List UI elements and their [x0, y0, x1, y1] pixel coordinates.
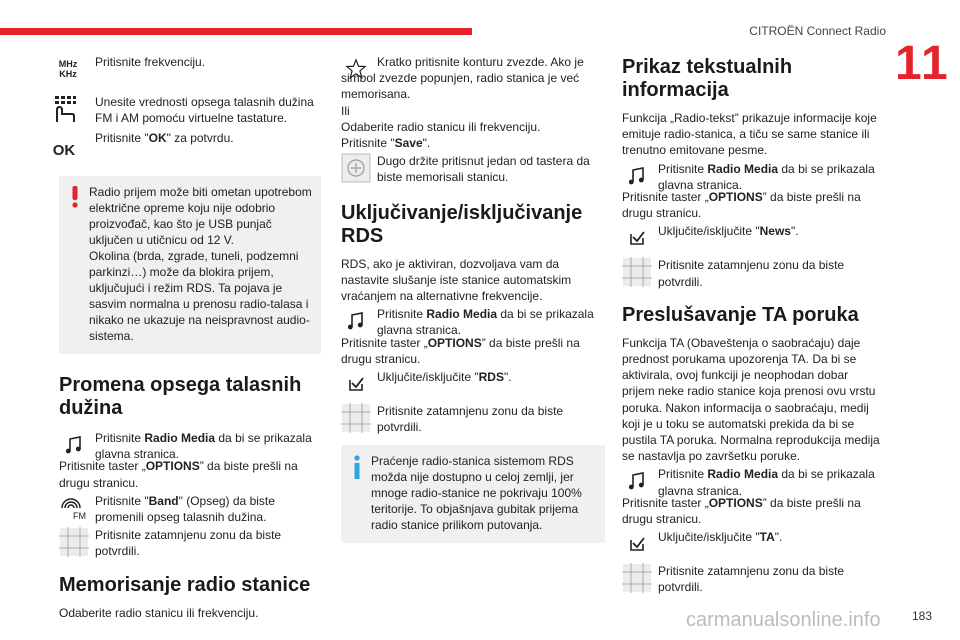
instruction-rds-toggle: [341, 369, 605, 401]
instruction-keypad: [59, 94, 321, 132]
text-ta-options: Pritisnite taster „OPTIONS” da biste prešli na drugu stranicu.: [622, 495, 861, 527]
music-note-icon: [341, 306, 371, 336]
text-keypad: Unesite vrednosti opsega talasnih dužina FM i AM pomoću virtuelne tastature.: [95, 95, 314, 126]
checkbox-icon: [622, 529, 652, 559]
info-text: Praćenje radio-stanica sistemom RDS možda nije dostupno u celoj zemlji, jer mnoge radio-stanice ne pokrivaju 100% teritorije. To objašnjava gubitak prijema radio stanice prilikom putovanja.: [371, 454, 582, 533]
column-2: [341, 52, 605, 543]
ok-icon: OK: [52, 141, 76, 159]
instruction-ta-toggle: [622, 529, 884, 561]
text-band: Pritisnite "Band" (Opseg) da biste promenili opseg talasnih dužina.: [95, 493, 275, 525]
star-outline-icon: [341, 54, 371, 84]
column-3: [622, 52, 884, 596]
column-1: [52, 52, 321, 621]
text-confirm-band: Pritisnite zatamnjenu zonu da biste potvrdili.: [95, 528, 282, 559]
heading-band-change: Promena opsega talasnih dužina: [59, 374, 302, 419]
text-rds-intro: RDS, ako je aktiviran, dozvoljava vam da nastavite slušanje iste stanice automatskim vraćanjem na alternativne frekvencije.: [341, 256, 572, 304]
instruction-text-confirm: [622, 257, 884, 289]
heading-memorize: Memorisanje radio stanice: [59, 573, 311, 596]
text-select: Odaberite radio stanicu ili frekvenciju.: [341, 119, 541, 134]
fm-label: FM: [73, 510, 86, 520]
instruction-ok: [52, 130, 321, 162]
text-text-options: Pritisnite taster „OPTIONS” da biste prešli na drugu stranicu.: [622, 190, 861, 221]
heading-rds: Uključivanje/isključivanje RDS: [341, 201, 583, 247]
mhz-khz-icon: MHz KHz: [58, 59, 78, 79]
shaded-zone-icon: [622, 563, 652, 593]
text-text-confirm: Pritisnite zatamnjenu zonu da biste potvrdili.: [658, 258, 845, 289]
heading-ta: Preslušavanje TA poruka: [622, 303, 859, 326]
instruction-ta-confirm: [622, 563, 884, 595]
warning-text: Radio prijem može biti ometan upotrebom električne opreme koju nije odobrio proizvođač, kao što je USB punjač uključen u utičnicu od 12 V. Okolina (brda, zgrade, tuneli, podzemni parkinzi…) može da blokira prijem, uključujući i režim RDS. Ta pojava je sasvim normalna u prenosu radio-talasa i nikako ne ukazuje na neispravnost audio-sistema.: [89, 185, 312, 343]
text-frequency: Pritisnite frekvenciju.: [95, 55, 206, 69]
instruction-star: [341, 54, 605, 103]
shaded-zone-icon: [341, 403, 371, 433]
heading-text-info: Prikaz tekstualnih informacija: [622, 56, 793, 101]
instruction-band: [59, 493, 321, 525]
warning-icon: [71, 186, 79, 212]
text-ta-toggle: Uključite/isključite "TA".: [658, 530, 783, 545]
text-news-toggle: Uključite/isključite "News".: [658, 224, 799, 239]
text-options: Pritisnite taster „OPTIONS” da biste prešli na drugu stranicu.: [59, 459, 298, 490]
fm-antenna-icon: [59, 493, 89, 523]
text-ta-confirm: Pritisnite zatamnjenu zonu da biste potvrdili.: [658, 564, 845, 595]
text-rds-options: Pritisnite taster „OPTIONS” da biste prešli na drugu stranicu.: [341, 335, 580, 366]
watermark: carmanualsonline.info: [686, 609, 881, 631]
instruction-rds-confirm: [341, 403, 605, 435]
chapter-number: 11: [895, 37, 950, 90]
text-ili: Ili: [341, 103, 350, 118]
instruction-ta-radio-media: [622, 466, 884, 498]
text-select-station: Odaberite radio stanicu ili frekvenciju.: [59, 605, 259, 620]
checkbox-icon: [622, 223, 652, 253]
checkbox-icon: [341, 369, 371, 399]
text-ok: Pritisnite "OK" za potvrdu.: [95, 131, 234, 145]
music-note-icon: [622, 466, 652, 496]
keypad-hand-icon: [49, 94, 79, 124]
add-preset-icon: [341, 153, 371, 183]
text-hold: Dugo držite pritisnut jedan od tastera da biste memorisali stanicu.: [377, 154, 590, 185]
info-icon: [353, 455, 361, 483]
shaded-zone-icon: [622, 257, 652, 287]
shaded-zone-icon: [59, 527, 89, 557]
text-ta-intro: Funkcija TA (Obaveštenja o saobraćaju) daje prednost porukama upozorenja TA. Da bi se aktivirala, ovoj funkciji je neophodan dobar prijem neke radio stanice koja prenosi ovu vrstu poruka. Nakon informacija o saobraćaju, medij koji je u toku se automatski prekida da bi se pustila TA poruka. Normalna reprodukcija medija se nastavlja po završetku poruke.: [622, 335, 880, 464]
header-title: CITROËN Connect Radio: [749, 24, 886, 38]
info-box: [341, 445, 605, 543]
instruction-radio-media: [59, 430, 321, 462]
instruction-text-radio-media: [622, 161, 884, 193]
text-radiotext-intro: Funkcija „Radio-tekst” prikazuje informacije koje emituje radio-stanica, a tiču se same stanice ili trenutno emitovane pesme.: [622, 111, 877, 158]
music-note-icon: [59, 430, 89, 460]
text-text-radio-media: Pritisnite Radio Media da bi se prikazala glavna stranica.: [658, 161, 875, 192]
text-rds-confirm: Pritisnite zatamnjenu zonu da biste potvrdili.: [377, 404, 564, 435]
page-number: 183: [912, 609, 933, 623]
instruction-news-toggle: [622, 223, 884, 255]
text-save: Pritisnite "Save".: [341, 136, 431, 151]
instruction-rds-radio-media: [341, 306, 605, 338]
text-ta-radio-media: Pritisnite Radio Media da bi se prikazala glavna stranica.: [658, 467, 875, 498]
text-rds-toggle: Uključite/isključite "RDS".: [377, 370, 512, 385]
text-radio-media: Pritisnite Radio Media da bi se prikazala glavna stranica.: [95, 431, 312, 462]
instruction-frequency: [59, 54, 321, 86]
text-star: Kratko pritisnite konturu zvezde. Ako je simbol zvezde popunjen, radio stanica je već memorisana.: [341, 55, 584, 102]
music-note-icon: [622, 161, 652, 191]
header-accent-bar: [0, 28, 472, 35]
instruction-hold: [341, 153, 605, 185]
text-rds-radio-media: Pritisnite Radio Media da bi se prikazala glavna stranica.: [377, 307, 594, 338]
instruction-confirm-band: [59, 527, 321, 559]
warning-box: [59, 176, 321, 354]
